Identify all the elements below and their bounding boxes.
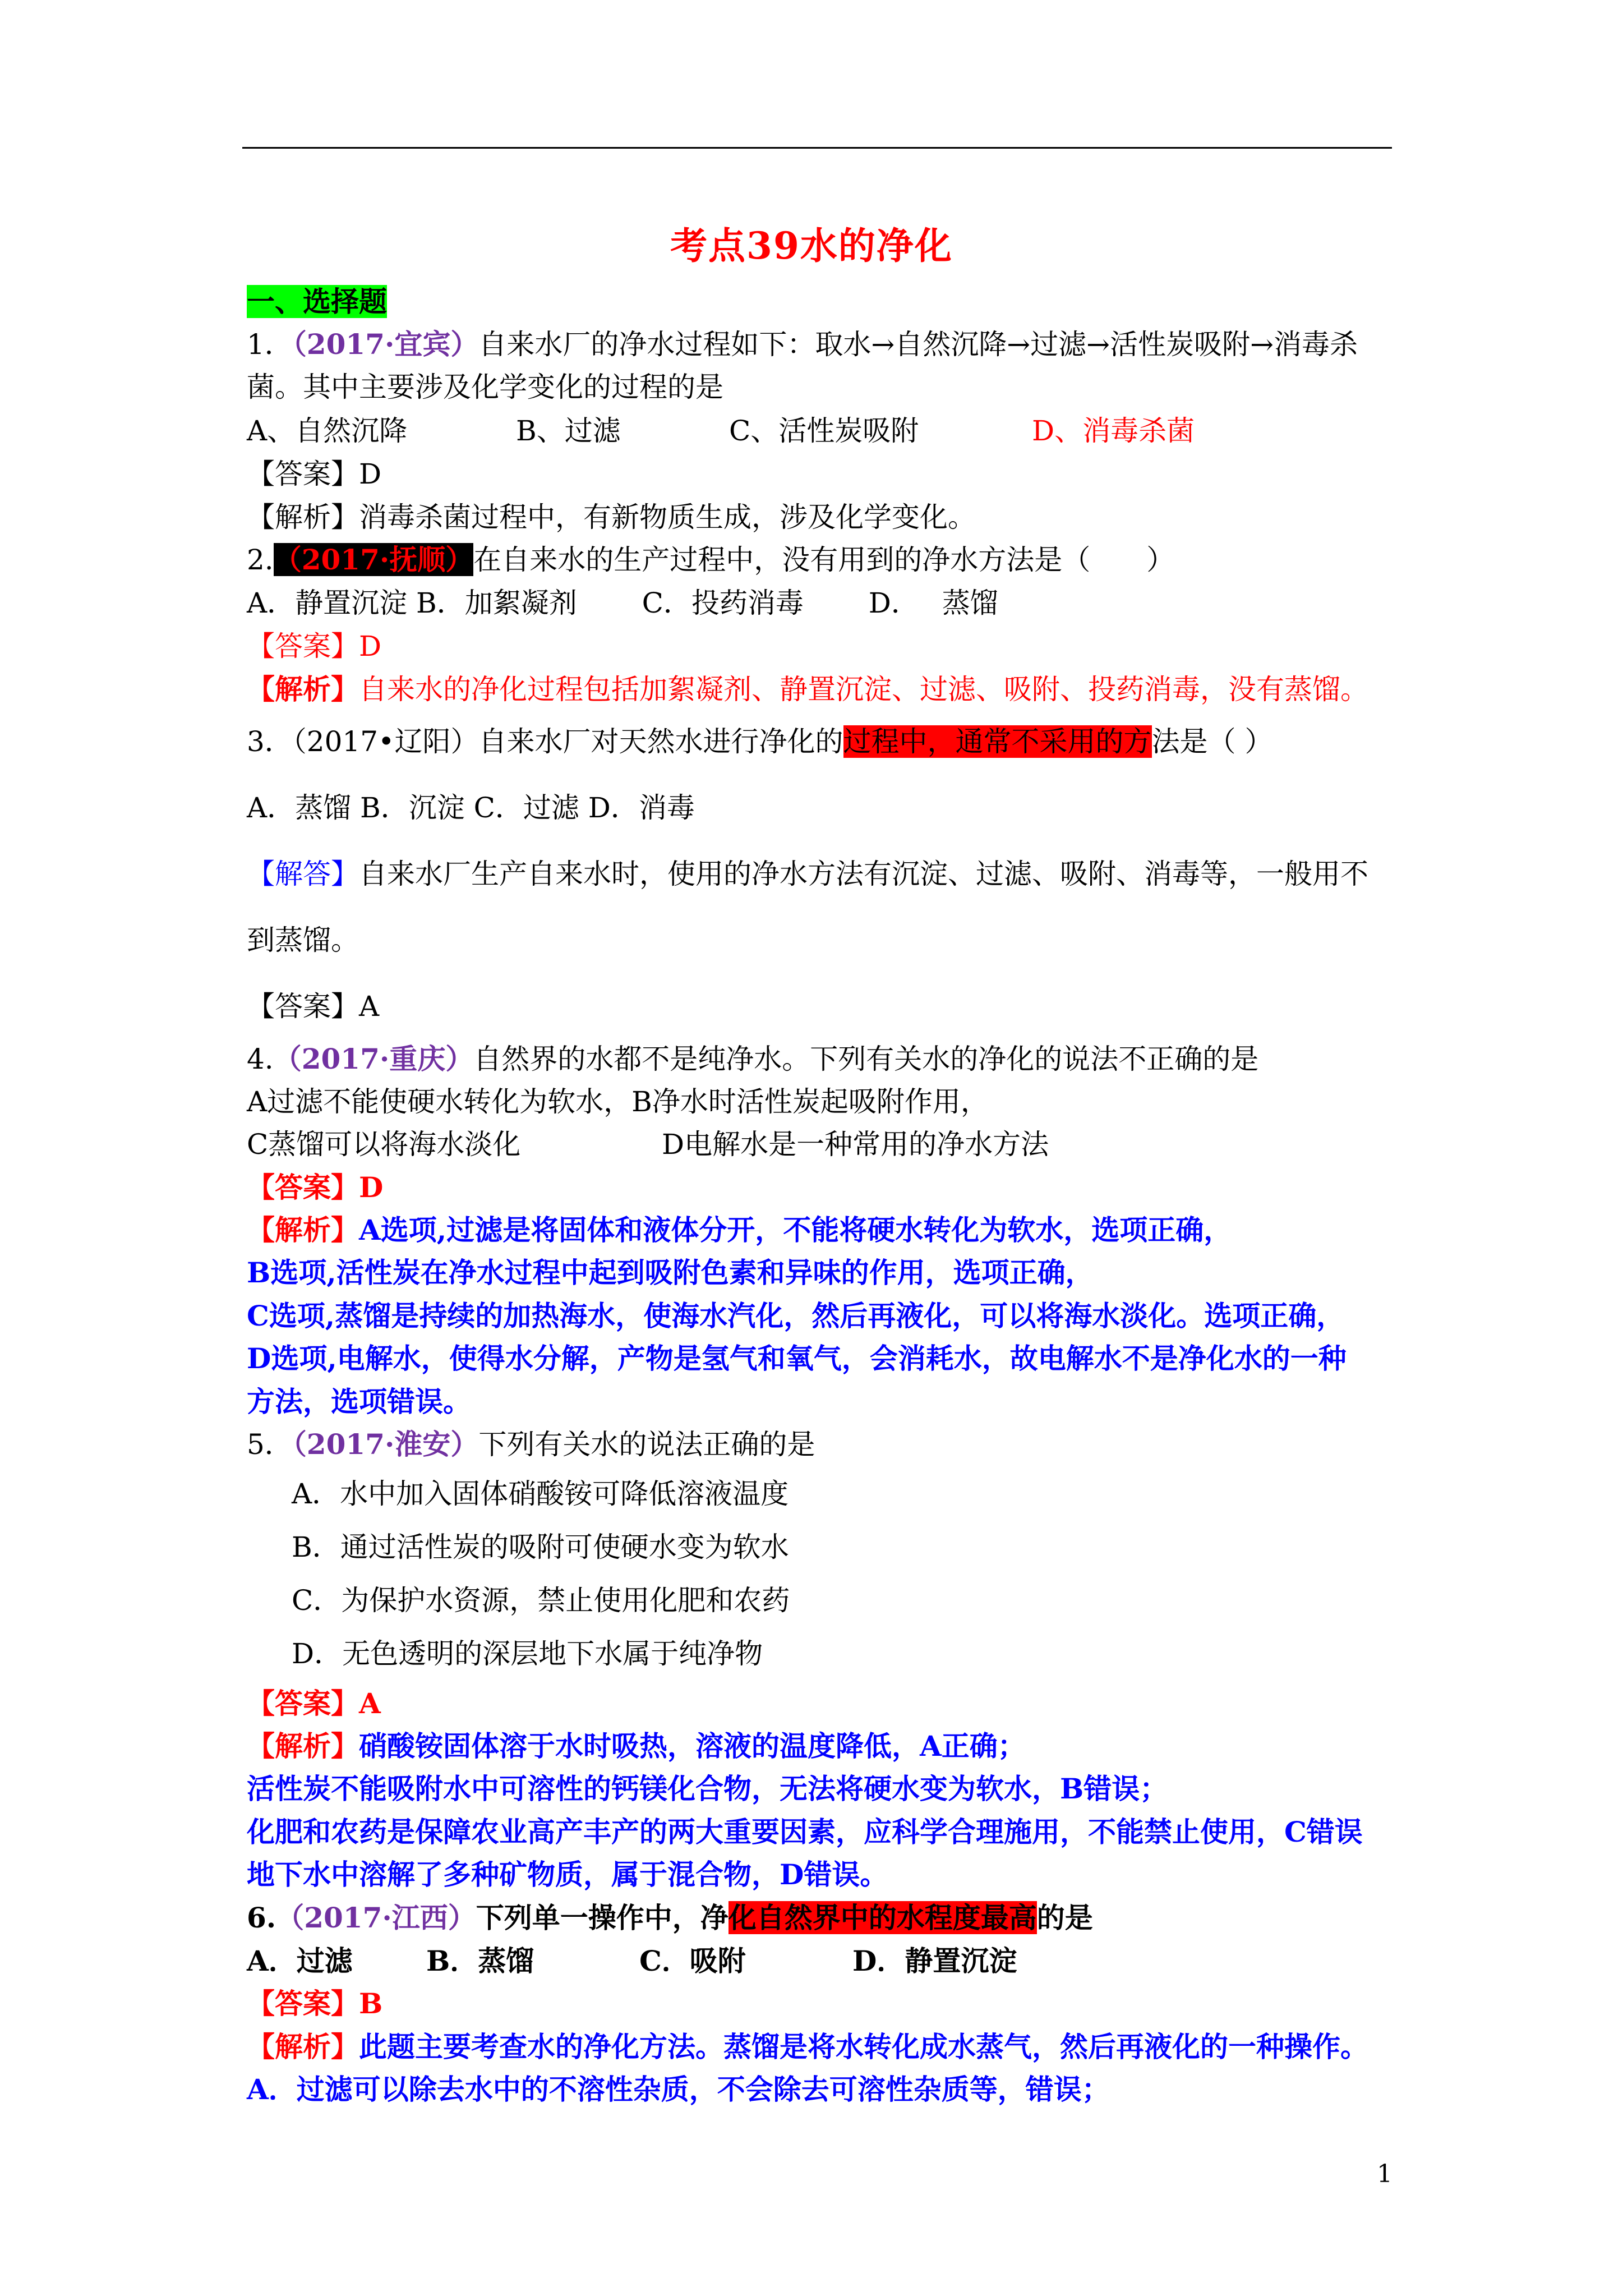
q5-analysis-4: 地下水中溶解了多种矿物质，属于混合物，D错误。 [247, 1858, 888, 1891]
q4-analysis-2: B选项,活性炭在净水过程中起到吸附色素和异味的作用，选项正确， [247, 1256, 1094, 1289]
q6-stem-b: 的是 [1036, 1901, 1093, 1934]
header-rule [242, 147, 1392, 149]
q4-source: （2017·重庆） [273, 1042, 474, 1075]
q6-number: 6. [247, 1901, 276, 1934]
q3-options: A．蒸馏 B．沉淀 C．过滤 D．消毒 [247, 792, 695, 824]
q2-answer: 【答案】D [247, 630, 382, 662]
q2-source: （2017·抚顺） [273, 543, 474, 576]
q5-analysis-text-1: 硝酸铵固体溶于水时吸热，溶液的温度降低，A正确； [359, 1729, 1026, 1763]
q5-analysis-label: 【解析】 [247, 1729, 359, 1763]
q6-source: （2017·江西） [276, 1901, 476, 1934]
q3-solution-text: 自来水厂生产自来水时，使用的净水方法有沉淀、过滤、吸附、消毒等，一般用不 [359, 858, 1368, 890]
q4-analysis-4: D选项,电解水，使得水分解，产物是氢气和氧气，会消耗水，故电解水不是净化水的一种 [247, 1342, 1347, 1375]
q3-solution-line1 [247, 857, 1368, 891]
q3-stem-b: 法是（ ） [1151, 725, 1273, 758]
q6-option-b: B．蒸馏 [426, 1944, 534, 1977]
q1-stem-line2: 菌。其中主要涉及化学变化的过程的是 [247, 371, 723, 403]
q1-stem: 自来水厂的净水过程如下：取水→自然沉降→过滤→活性炭吸附→消毒杀 [478, 328, 1358, 361]
q2-stem-text: 在自来水的生产过程中，没有用到的净水方法是（ ） [473, 544, 1175, 576]
q3-stem-highlight: 过程中，通常不采用的方 [843, 725, 1152, 758]
q6-analysis-label: 【解析】 [247, 2030, 359, 2063]
q4-analysis-1 [247, 1213, 1232, 1247]
q6-option-d: D．静置沉淀 [852, 1944, 1017, 1977]
q1-option-c: C、活性炭吸附 [729, 415, 919, 447]
page-title: 考点39水的净化 [670, 224, 953, 268]
q5-source: （2017·淮安） [292, 1428, 479, 1461]
q5-option-c: C．为保护水资源，禁止使用化肥和农药 [292, 1584, 790, 1617]
page-number: 1 [1377, 2160, 1393, 2188]
q6-analysis-text-1: 此题主要考查水的净化方法。蒸馏是将水转化成水蒸气，然后再液化的一种操作。 [359, 2030, 1368, 2063]
q1-option-b: B、过滤 [516, 415, 621, 447]
q4-stem-text: 自然界的水都不是纯净水。下列有关水的净化的说法不正确的是 [473, 1043, 1259, 1075]
q1-options [247, 414, 1195, 448]
q5-option-a: A．水中加入固体硝酸铵可降低溶液温度 [292, 1478, 789, 1510]
q1-option-d: D、消毒杀菌 [1032, 415, 1195, 447]
q2-analysis [247, 673, 1368, 706]
section-heading [247, 285, 387, 319]
q2-number: 2. [247, 544, 274, 576]
q1-option-a: A、自然沉降 [247, 415, 408, 447]
q4-stem [247, 1042, 1258, 1076]
q6-options [247, 1944, 1017, 1978]
q4-analysis-3: C选项,蒸馏是持续的加热海水，使海水汽化，然后再液化，可以将海水淡化。选项正确， [247, 1299, 1345, 1332]
q5-analysis-3: 化肥和农药是保障农业高产丰产的两大重要因素，应科学合理施用，不能禁止使用，C错误 [247, 1815, 1363, 1848]
q4-option-c: C蒸馏可以将海水淡化 [247, 1128, 521, 1161]
q5-option-b: B．通过活性炭的吸附可使硬水变为软水 [292, 1531, 789, 1563]
q2-analysis-text: 自来水的净化过程包括加絮凝剂、静置沉淀、过滤、吸附、投药消毒，没有蒸馏。 [359, 673, 1368, 706]
q6-option-c: C．吸附 [639, 1944, 746, 1977]
q1-stem-line1 [247, 328, 1358, 361]
q5-analysis-2: 活性炭不能吸附水中可溶性的钙镁化合物，无法将硬水变为软水，B错误； [247, 1772, 1168, 1805]
q5-number: 5． [247, 1428, 293, 1461]
q5-answer: 【答案】A [247, 1687, 381, 1720]
q3-solution-label: 【解答】 [247, 858, 359, 890]
q5-stem-text: 下列有关水的说法正确的是 [478, 1428, 815, 1461]
q5-option-d: D．无色透明的深层地下水属于纯净物 [292, 1637, 763, 1670]
q4-option-d: D电解水是一种常用的净水方法 [662, 1128, 1049, 1161]
q6-analysis-1 [247, 2030, 1368, 2064]
q4-answer: 【答案】D [247, 1171, 384, 1204]
q4-analysis-5: 方法，选项错误。 [247, 1385, 471, 1418]
q6-answer: 【答案】B [247, 1987, 383, 2020]
q4-analysis-label: 【解析】 [247, 1213, 359, 1246]
q1-number: 1． [247, 328, 293, 361]
q4-options-cd [247, 1128, 1049, 1161]
q3-answer: 【答案】A [247, 990, 380, 1023]
q1-analysis: 【解析】消毒杀菌过程中，有新物质生成，涉及化学变化。 [247, 501, 976, 533]
section-label: 一、选择题 [247, 285, 387, 318]
q4-analysis-text-1: A选项,过滤是将固体和液体分开，不能将硬水转化为软水，选项正确， [359, 1213, 1232, 1246]
q6-stem [247, 1901, 1093, 1935]
q5-analysis-1 [247, 1729, 1026, 1763]
q4-options-ab: A过滤不能使硬水转化为软水，B净水时活性炭起吸附作用， [247, 1085, 989, 1118]
q6-stem-a: 下列单一操作中，净 [476, 1901, 728, 1934]
q3-solution-line2: 到蒸馏。 [247, 924, 359, 956]
q1-source: （2017·宜宾） [292, 328, 479, 361]
q6-stem-highlight: 化自然界中的水程度最高 [728, 1901, 1037, 1934]
q3-stem-a: 3．（2017•辽阳）自来水厂对天然水进行净化的 [247, 725, 843, 758]
q6-option-a: A．过滤 [247, 1944, 353, 1977]
q6-analysis-2: A．过滤可以除去水中的不溶性杂质，不会除去可溶性杂质等，错误； [247, 2073, 1110, 2106]
q5-stem [247, 1428, 815, 1461]
q2-analysis-label: 【解析】 [247, 673, 359, 706]
q4-number: 4. [247, 1043, 274, 1075]
q1-answer: 【答案】D [247, 458, 382, 490]
q3-stem [247, 725, 1272, 758]
q2-stem [247, 543, 1174, 577]
q2-options: A．静置沉淀 B．加絮凝剂 C．投药消毒 D． 蒸馏 [247, 587, 998, 619]
